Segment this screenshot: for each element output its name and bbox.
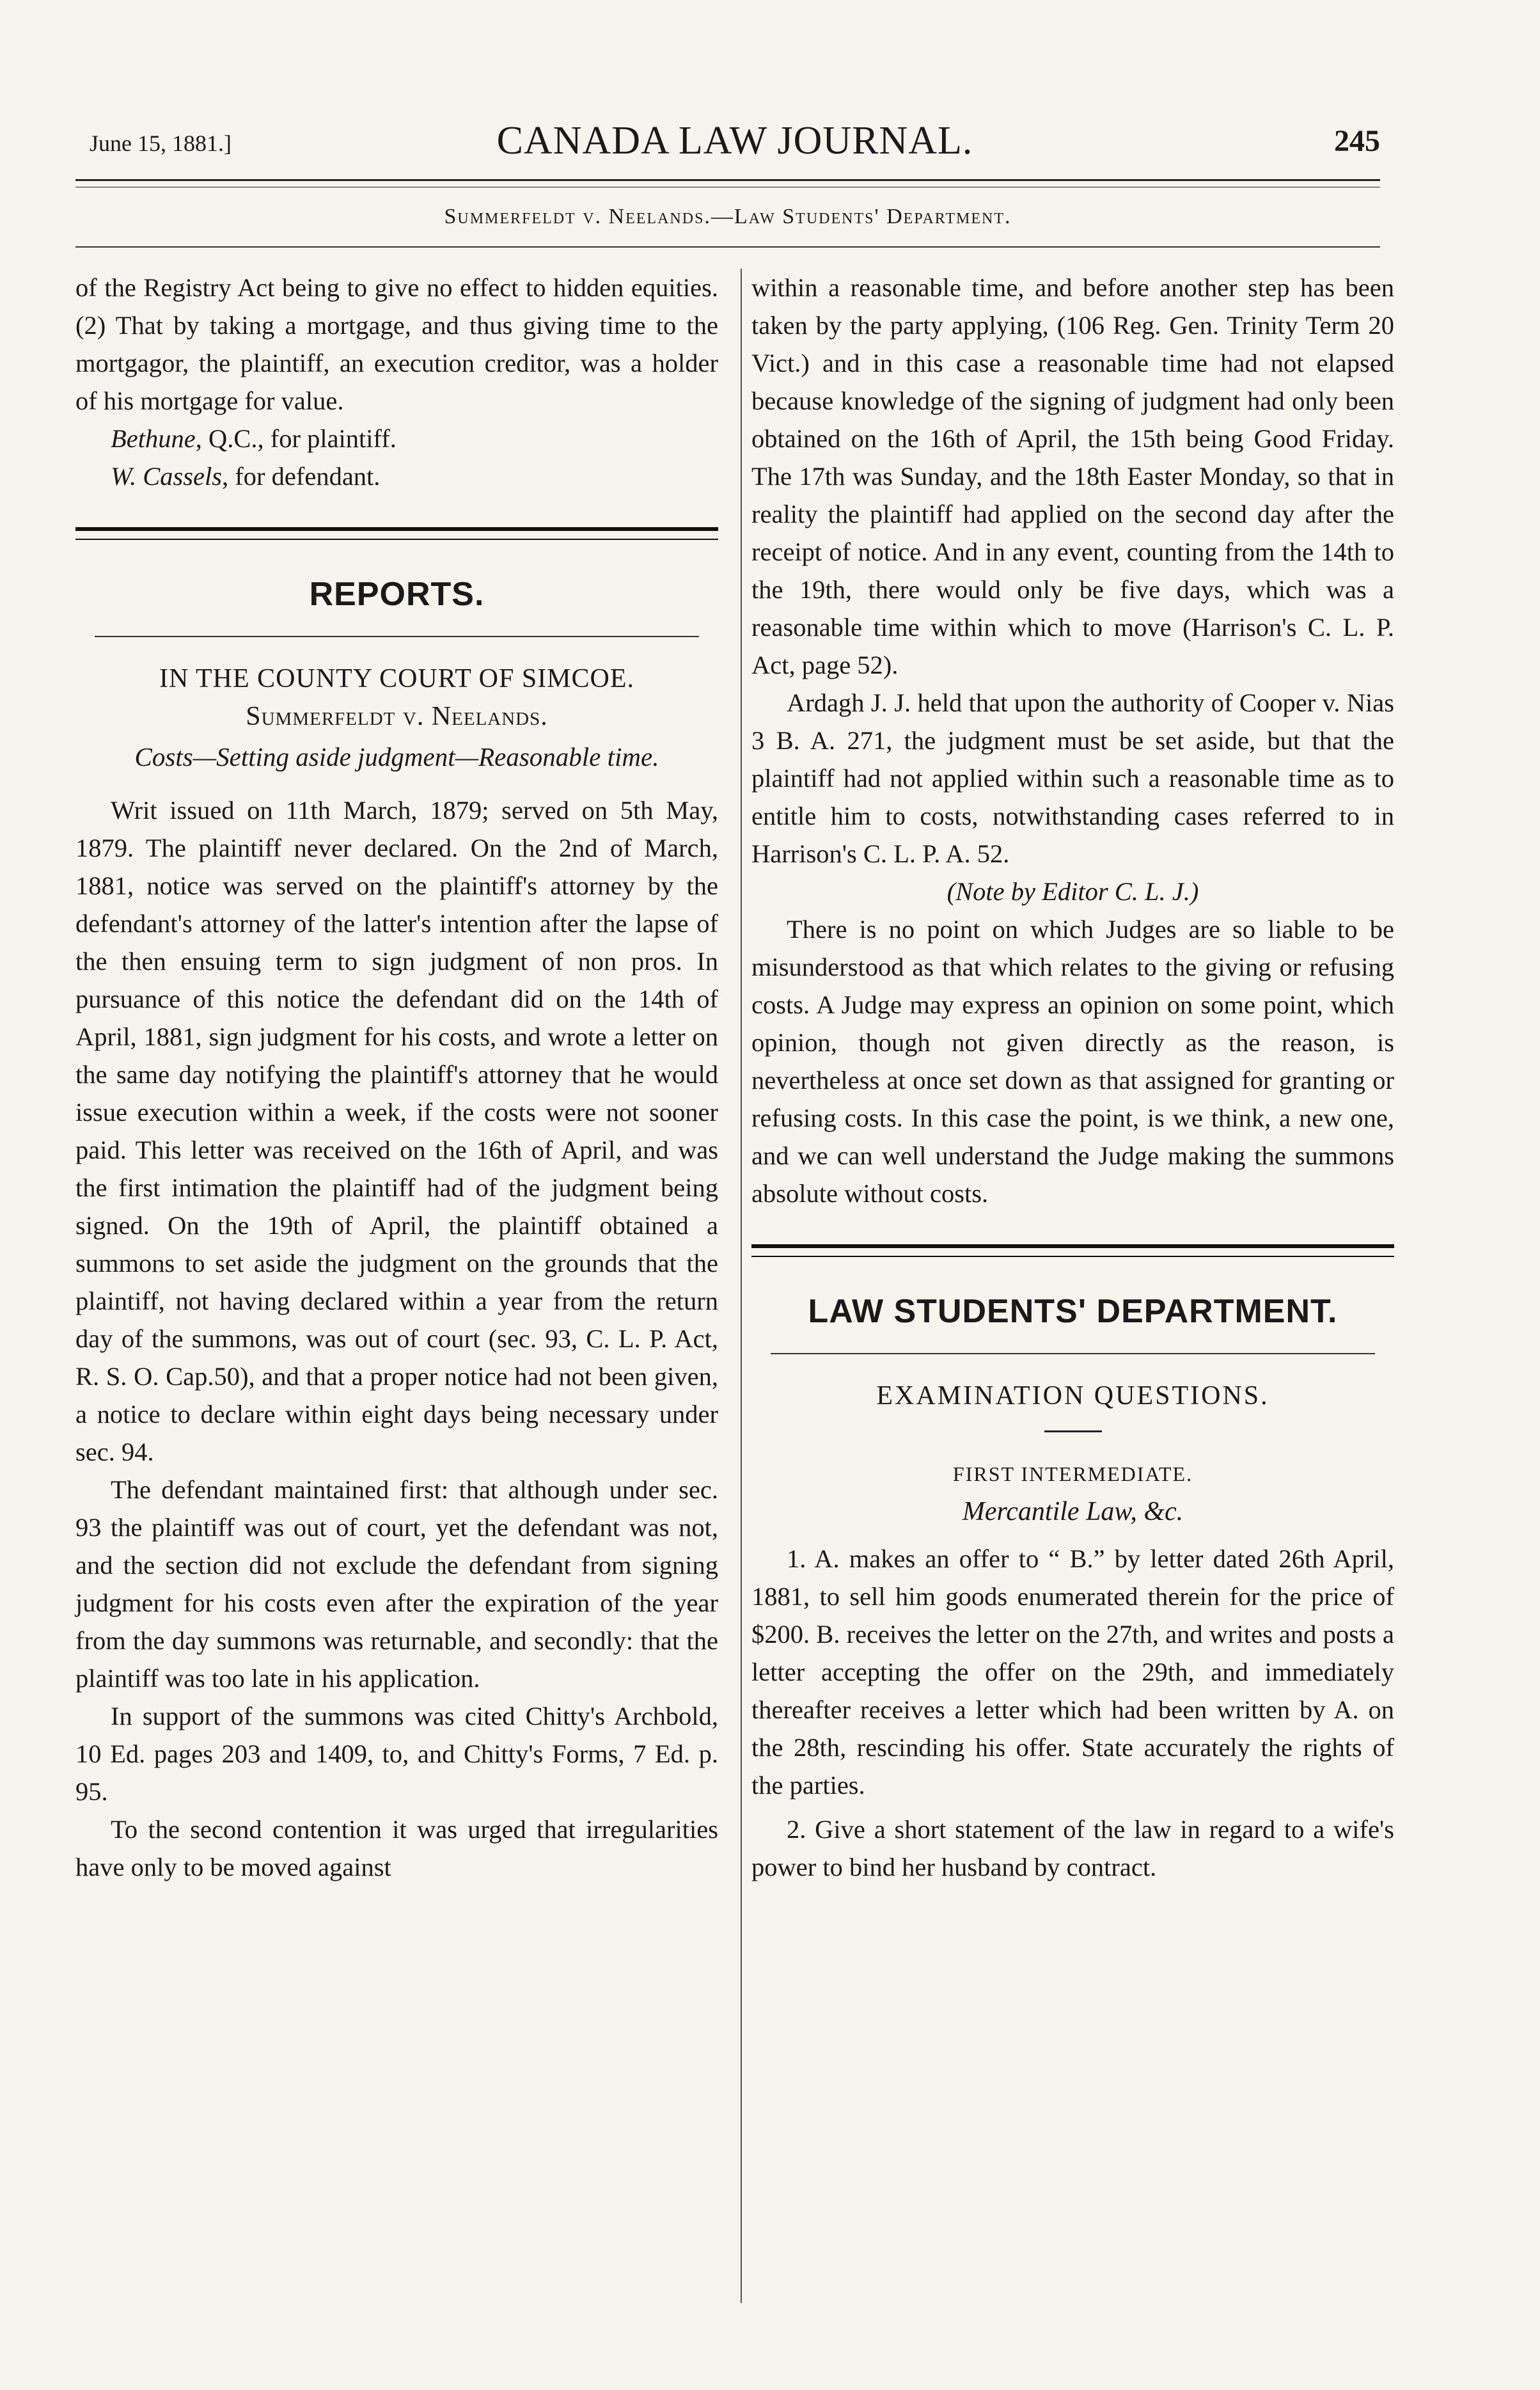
- body-paragraph: Ardagh J. J. held that upon the authority of Cooper v. Nias 3 B. A. 271, the judgment must be set aside, but that the plaintiff had not applied within such a reasonable time as to entitle him to costs, notwithstanding cases referred to in Harrison's C. L. P. A. 52.: [751, 688, 1394, 868]
- header-rule: [75, 179, 1380, 187]
- running-head: Summerfeldt v. Neelands.—Law Students' Department.: [444, 205, 1012, 228]
- case-subhead: Costs—Setting aside judgment—Reasonable time.: [134, 742, 659, 772]
- column-divider: [741, 269, 742, 2303]
- body-paragraph: There is no point on which Judges are so liable to be misunderstood as that which relates to the giving or refusing costs. A Judge may express an opinion on some point, which opinion, though not given directly as the reason, is nevertheless at once set down as that assigned for granting or refusing costs. In this case the point, is we think, a new one, and we can well understand the Judge making the summons absolute without costs.: [751, 915, 1394, 1208]
- question-item: 1. A. makes an offer to “ B.” by letter dated 26th April, 1881, to sell him goods enumerated therein for the price of $200. B. receives the letter on the 27th, and writes and posts a letter accepting the offer on the 29th, and immediately thereafter receives a letter which had been written by A. on the 28th, rescinding his offer. State accurately the rights of the parties.: [751, 1544, 1394, 1800]
- exam-heading: EXAMINATION QUESTIONS.: [876, 1381, 1269, 1411]
- counsel-name: W. Cassels: [111, 462, 223, 491]
- court-name: IN THE COUNTY COURT OF SIMCOE.: [159, 664, 635, 693]
- intro-paragraph: of the Registry Act being to give no effect to hidden equities. (2) That by taking a mortgage, and thus giving time to the mortgagor, the plaintiff, an execution creditor, was a holder of his mortgage for value.: [75, 273, 718, 415]
- right-column: [751, 269, 1394, 1886]
- subject-heading: Mercantile Law, &c.: [962, 1497, 1184, 1526]
- body-paragraph: To the second contention it was urged that irregularities have only to be moved against: [75, 1815, 718, 1881]
- body-paragraph: In support of the summons was cited Chitty's Archbold, 10 Ed. pages 203 and 1409, to, and Chitty's Forms, 7 Ed. p. 95.: [75, 1702, 718, 1806]
- reports-heading: REPORTS.: [309, 576, 485, 613]
- page-header: [90, 118, 1380, 170]
- section-rule: [751, 1244, 1394, 1257]
- journal-title: CANADA LAW JOURNAL.: [496, 119, 973, 162]
- question-item: 2. Give a short statement of the law in regard to a wife's power to bind her husband by contract.: [751, 1815, 1394, 1881]
- issue-date: June 15, 1881.]: [90, 131, 232, 156]
- page-number: 245: [1334, 124, 1380, 158]
- running-head-rule: [75, 246, 1380, 248]
- exam-rule: [1044, 1430, 1102, 1432]
- counsel-role: , for defendant.: [222, 462, 381, 491]
- intermediate-heading: FIRST INTERMEDIATE.: [952, 1462, 1193, 1485]
- department-heading: LAW STUDENTS' DEPARTMENT.: [808, 1293, 1338, 1330]
- counsel-line: [75, 457, 718, 495]
- left-column: [75, 269, 718, 1886]
- counsel-name: Bethune: [111, 424, 196, 453]
- body-paragraph: within a reasonable time, and before another step has been taken by the party applying, (106 Reg. Gen. Trinity Term 20 Vict.) and in this case a reasonable time had not elapsed because knowledge of the signing of judgment had only been obtained on the 16th of April, the 15th being Good Friday. The 17th was Sunday, and the 18th Easter Monday, so that in reality the plaintiff had applied on the second day after the receipt of notice. And in any event, counting from the 14th to the 19th, there would only be five days, which was a reasonable time within which to move (Harrison's C. L. P. Act, page 52).: [751, 273, 1394, 679]
- counsel-role: , Q.C., for plaintiff.: [195, 424, 397, 453]
- editor-note: (Note by Editor C. L. J.): [947, 877, 1199, 906]
- heading-rule: [771, 1353, 1375, 1354]
- counsel-line: [75, 420, 718, 457]
- case-name: Summerfeldt v. Neelands.: [246, 702, 548, 731]
- body-paragraph: Writ issued on 11th March, 1879; served on 5th May, 1879. The plaintiff never declared. On the 2nd of March, 1881, notice was served on the plaintiff's attorney by the defendant's attorney of the latter's intention after the lapse of the then ensuing term to sign judgment of non pros. In pursuance of this notice the defendant did on the 14th of April, 1881, sign judgment for his costs, and wrote a letter on the same day notifying the plaintiff's attorney that he would issue execution within a week, if the costs were not sooner paid. This letter was received on the 16th of April, and was the first intimation the plaintiff had of the judgment being signed. On the 19th of April, the plaintiff obtained a summons to set aside the judgment on the grounds that the plaintiff, not having declared within a year from the return day of the summons, was out of court (sec. 93, C. L. P. Act, R. S. O. Cap.50), and that a proper notice had not been given, a notice to declare within eight days being necessary under sec. 94.: [75, 796, 718, 1466]
- body-paragraph: The defendant maintained first: that although under sec. 93 the plaintiff was out of court, yet the defendant was not, and the section did not exclude the defendant from signing judgment for his costs even after the expiration of the year from the day summons was returnable, and secondly: that the plaintiff was too late in his application.: [75, 1475, 718, 1693]
- heading-rule: [95, 636, 699, 637]
- section-rule: [75, 527, 718, 540]
